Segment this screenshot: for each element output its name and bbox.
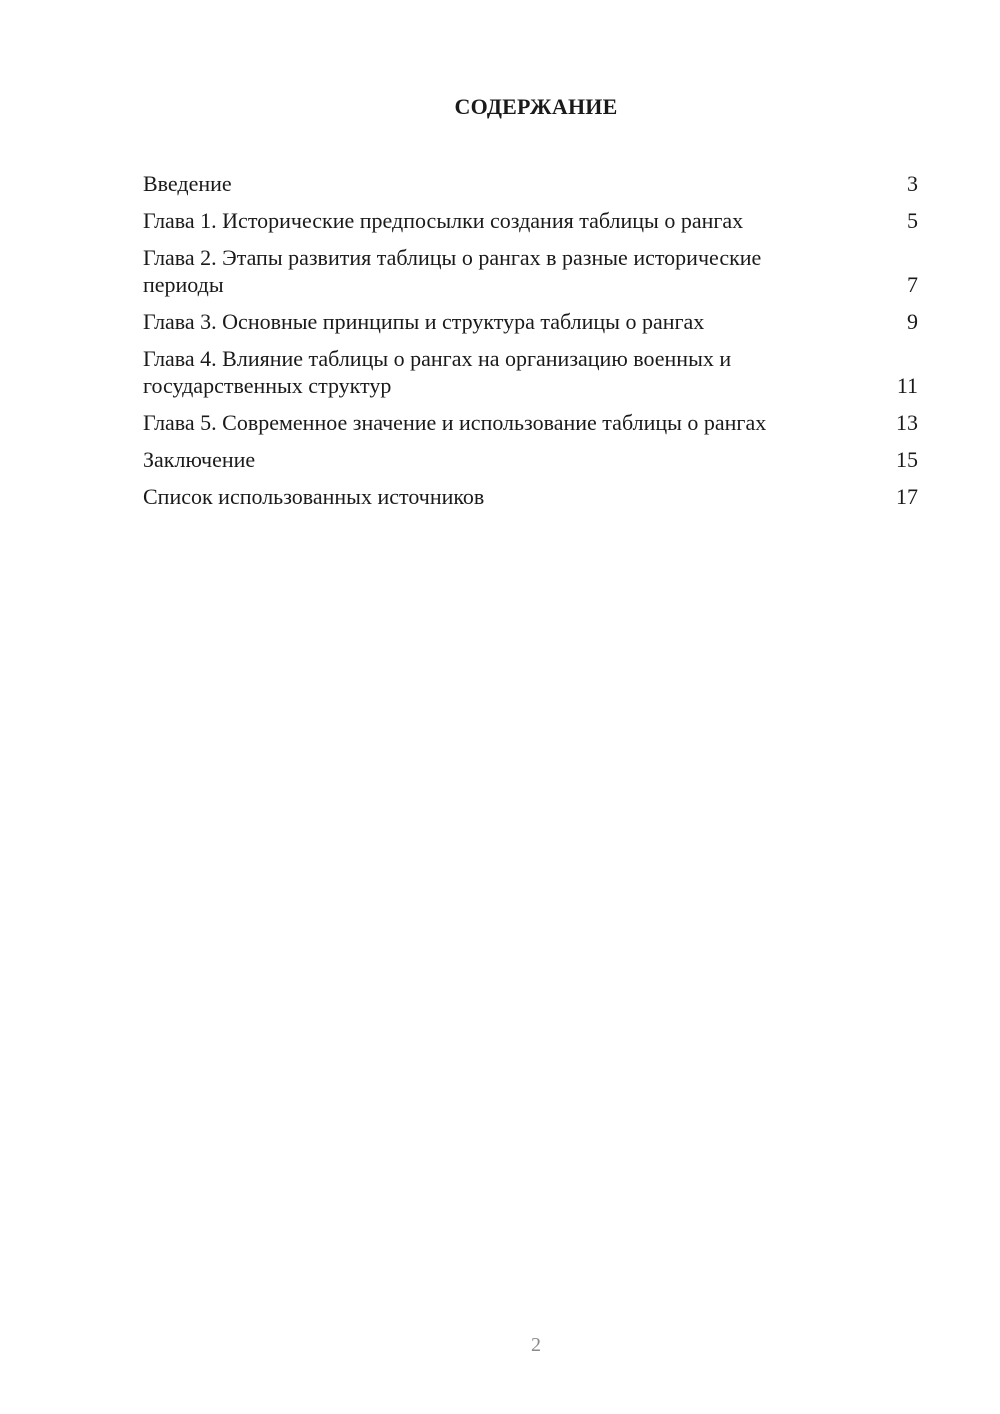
- page-title: СОДЕРЖАНИЕ: [454, 94, 618, 119]
- toc-entry-chapter-1[interactable]: [143, 207, 918, 234]
- toc-entry-page: 5: [907, 208, 918, 233]
- toc-entry-page: 13: [896, 410, 918, 435]
- toc-entry-text: Заключение: [143, 447, 256, 472]
- page-number: 2: [531, 1334, 541, 1356]
- toc-entry-page: 9: [907, 309, 918, 334]
- toc-entry-chapter-2[interactable]: [143, 244, 918, 298]
- toc-entry-chapter-3[interactable]: [143, 308, 918, 335]
- toc-entry-references[interactable]: [143, 483, 918, 510]
- toc-entry-conclusion[interactable]: [143, 446, 918, 473]
- toc-entry-page: 3: [907, 171, 918, 196]
- toc-entry-text: Глава 5. Современное значение и использование таблицы о рангах: [143, 410, 767, 435]
- toc-entry-text: Глава 1. Исторические предпосылки создания таблицы о рангах: [143, 208, 744, 233]
- toc-entry-introduction[interactable]: [143, 170, 918, 197]
- toc-entry-text: Введение: [143, 171, 232, 196]
- toc-entry-text: Список использованных источников: [143, 484, 485, 509]
- toc-entry-page: 11: [896, 373, 918, 398]
- toc-entry-text: Глава 2. Этапы развития таблицы о рангах в разные исторические периоды: [143, 245, 762, 297]
- table-of-contents: [143, 170, 918, 520]
- toc-entry-chapter-5[interactable]: [143, 409, 918, 436]
- toc-entry-text: Глава 3. Основные принципы и структура таблицы о рангах: [143, 309, 705, 334]
- toc-entry-text: Глава 4. Влияние таблицы о рангах на организацию военных и государственных структур: [143, 346, 732, 398]
- toc-entry-chapter-4[interactable]: [143, 345, 918, 399]
- toc-entry-page: 7: [907, 272, 918, 297]
- toc-entry-page: 15: [896, 447, 918, 472]
- toc-entry-page: 17: [896, 484, 918, 509]
